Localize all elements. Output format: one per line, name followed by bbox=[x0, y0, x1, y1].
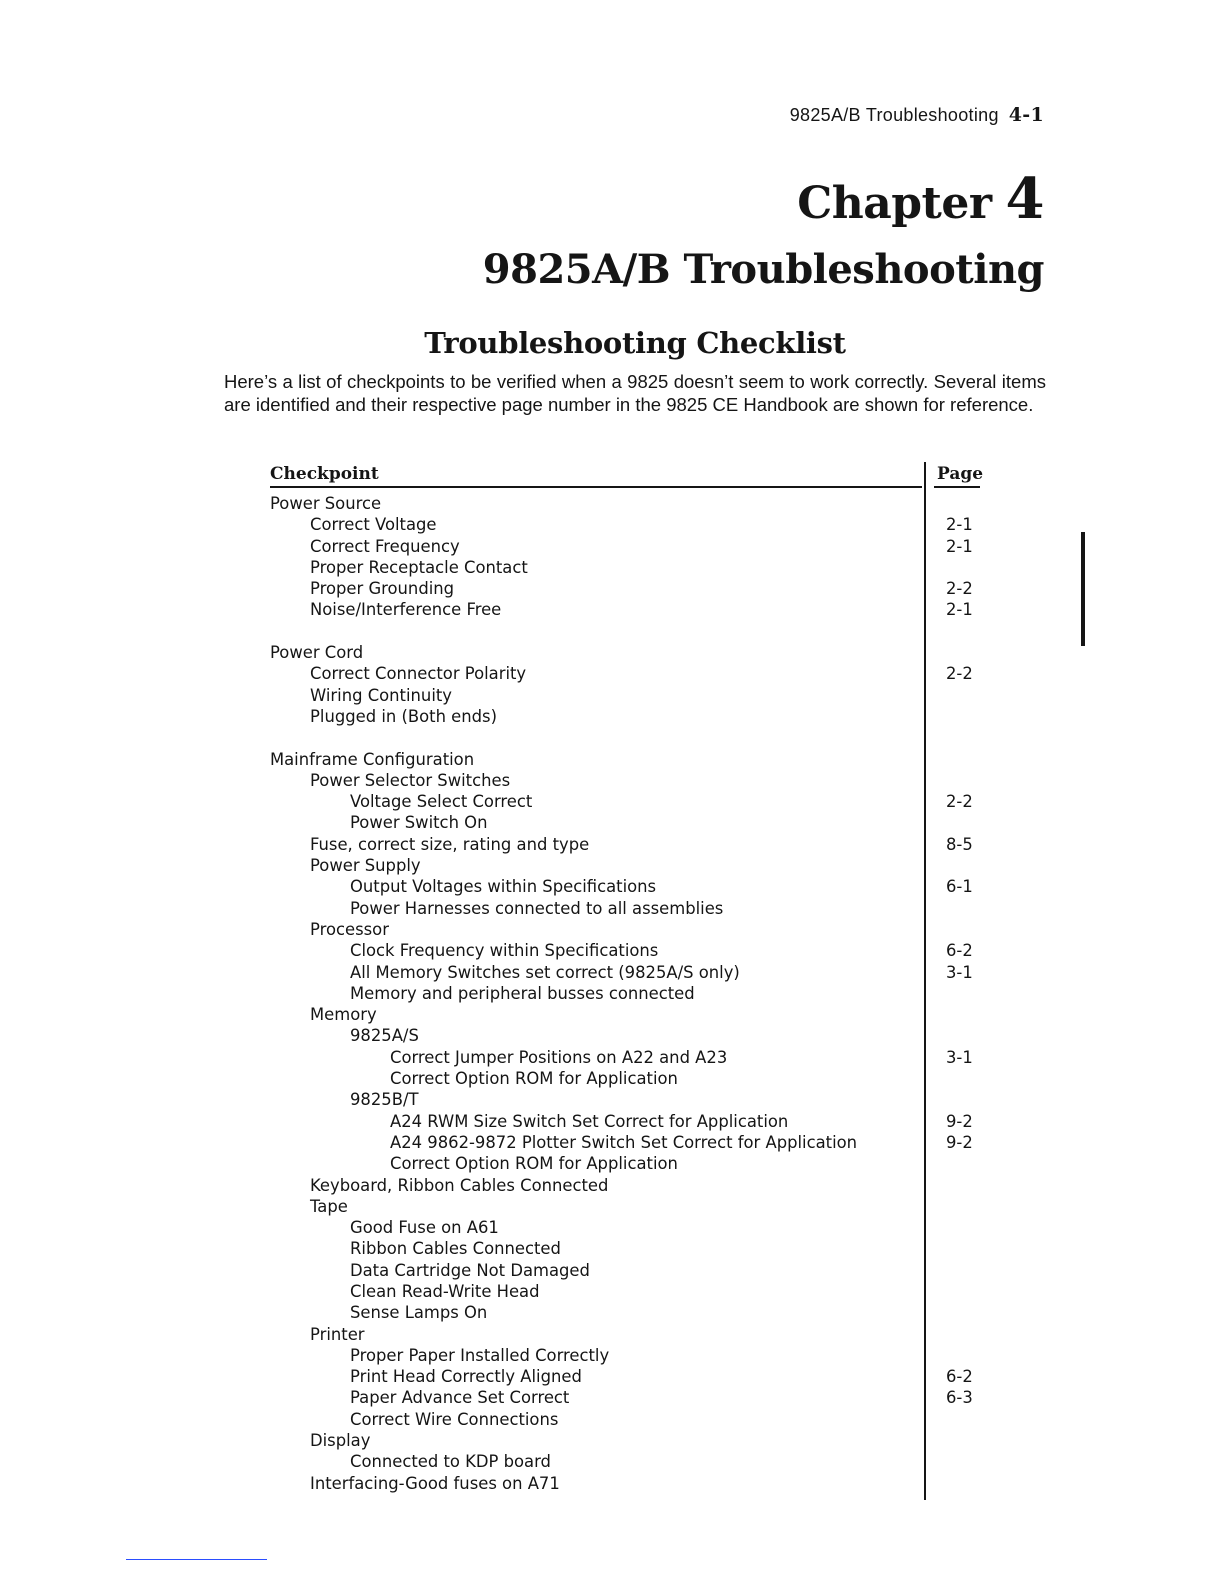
section-title: Troubleshooting Checklist bbox=[424, 326, 846, 360]
checklist-row bbox=[270, 940, 982, 961]
intro-paragraph: Here’s a list of checkpoints to be verified when a 9825 doesn’t seem to work correctly. Several items are identified and their respective page number in the 9825 CE Handbook are shown for reference. bbox=[224, 371, 1046, 415]
checklist-row bbox=[270, 1004, 982, 1025]
checklist-row bbox=[270, 812, 982, 833]
checkpoint-text: Correct Jumper Positions on A22 and A23 bbox=[390, 1047, 728, 1067]
checklist-row bbox=[270, 663, 982, 684]
checkpoint-text: Data Cartridge Not Damaged bbox=[350, 1260, 590, 1280]
running-title: 9825A/B Troubleshooting bbox=[789, 105, 999, 125]
checkpoint-text: Correct Voltage bbox=[310, 515, 437, 535]
checklist-row bbox=[270, 855, 982, 876]
row-spacer bbox=[270, 727, 982, 748]
change-bar bbox=[1081, 532, 1085, 646]
column-header-checkpoint: Checkpoint bbox=[270, 464, 379, 484]
checkpoint-text: Correct Frequency bbox=[310, 536, 460, 556]
checkpoint-text: Correct Option ROM for Application bbox=[390, 1154, 678, 1174]
checklist-row bbox=[270, 1324, 982, 1345]
checklist-row bbox=[270, 962, 982, 983]
page-ref: 3-1 bbox=[946, 962, 973, 982]
checklist-row bbox=[270, 1196, 982, 1217]
page-ref: 6-1 bbox=[946, 877, 973, 897]
checkpoint-text: Sense Lamps On bbox=[350, 1303, 488, 1323]
checkpoint-text: Output Voltages within Specifications bbox=[350, 877, 657, 897]
checkpoint-text: Correct Option ROM for Application bbox=[390, 1069, 678, 1089]
checkpoint-text: Ribbon Cables Connected bbox=[350, 1239, 561, 1259]
checkpoint-text: Clean Read-Write Head bbox=[350, 1281, 540, 1301]
checklist-row bbox=[270, 557, 982, 578]
checkpoint-text: Noise/Interference Free bbox=[310, 600, 502, 620]
checkpoint-text: A24 RWM Size Switch Set Correct for Application bbox=[390, 1111, 789, 1131]
checkpoint-text: Memory and peripheral busses connected bbox=[350, 983, 695, 1003]
checklist-row bbox=[270, 1345, 982, 1366]
checkpoint-text: Correct Wire Connections bbox=[350, 1409, 559, 1429]
checklist-row bbox=[270, 834, 982, 855]
header-rule bbox=[270, 486, 922, 488]
checkpoint-text: Proper Receptacle Contact bbox=[310, 557, 528, 577]
page-ref: 6-2 bbox=[946, 1367, 973, 1387]
page-ref: 3-1 bbox=[946, 1047, 973, 1067]
checklist-row bbox=[270, 1089, 982, 1110]
checkpoint-text: Plugged in (Both ends) bbox=[310, 706, 497, 726]
checklist-row bbox=[270, 1132, 982, 1153]
checklist-row bbox=[270, 706, 982, 727]
checklist-row bbox=[270, 919, 982, 940]
checklist-row bbox=[270, 1238, 982, 1259]
checklist-row bbox=[270, 876, 982, 897]
checkpoint-text: Print Head Correctly Aligned bbox=[350, 1367, 582, 1387]
checkpoint-text: Power Cord bbox=[270, 643, 364, 663]
chapter-title: 9825A/B Troubleshooting bbox=[482, 246, 1044, 293]
checklist-row bbox=[270, 749, 982, 770]
checklist-rows bbox=[270, 493, 982, 1494]
checkpoint-text: Proper Paper Installed Correctly bbox=[350, 1345, 610, 1365]
checklist-row bbox=[270, 770, 982, 791]
checkpoint-text: Good Fuse on A61 bbox=[350, 1218, 499, 1238]
checklist-row bbox=[270, 1387, 982, 1408]
page-ref: 9-2 bbox=[946, 1111, 973, 1131]
checklist-row bbox=[270, 1260, 982, 1281]
row-spacer bbox=[270, 621, 982, 642]
checklist-row bbox=[270, 1366, 982, 1387]
page-ref: 8-5 bbox=[946, 834, 973, 854]
running-header bbox=[790, 104, 1044, 126]
checkpoint-text: Voltage Select Correct bbox=[350, 792, 533, 812]
checklist-row bbox=[270, 493, 982, 514]
checklist-row bbox=[270, 983, 982, 1004]
checklist-table bbox=[270, 462, 982, 1494]
checklist-row bbox=[270, 791, 982, 812]
checklist-row bbox=[270, 898, 982, 919]
checklist-row bbox=[270, 599, 982, 620]
checklist-row bbox=[270, 1175, 982, 1196]
checklist-row bbox=[270, 514, 982, 535]
checkpoint-text: Display bbox=[310, 1431, 371, 1451]
page-ref: 6-3 bbox=[946, 1388, 973, 1408]
table-header bbox=[270, 462, 982, 488]
checklist-row bbox=[270, 578, 982, 599]
page-ref: 2-1 bbox=[946, 536, 973, 556]
chapter-number: 4 bbox=[1005, 166, 1044, 232]
checkpoint-text: All Memory Switches set correct (9825A/S only) bbox=[350, 962, 740, 982]
footnote-rule bbox=[126, 1559, 267, 1560]
checklist-row bbox=[270, 536, 982, 557]
checklist-row bbox=[270, 1430, 982, 1451]
chapter-word: Chapter bbox=[797, 178, 992, 229]
column-header-page: Page bbox=[937, 464, 984, 484]
checklist-row bbox=[270, 642, 982, 663]
checkpoint-text: Tape bbox=[310, 1196, 348, 1216]
checkpoint-text: 9825B/T bbox=[350, 1090, 419, 1110]
checklist-row bbox=[270, 1047, 982, 1068]
checklist-row bbox=[270, 1409, 982, 1430]
checklist-row bbox=[270, 1217, 982, 1238]
checklist-row bbox=[270, 1153, 982, 1174]
checklist-row bbox=[270, 685, 982, 706]
checkpoint-text: Power Switch On bbox=[350, 813, 488, 833]
checkpoint-text: Proper Grounding bbox=[310, 579, 455, 599]
checklist-row bbox=[270, 1068, 982, 1089]
checkpoint-text: Power Harnesses connected to all assemblies bbox=[350, 898, 724, 918]
checkpoint-text: Memory bbox=[310, 1005, 377, 1025]
checklist-row bbox=[270, 1473, 982, 1494]
checkpoint-text: Connected to KDP board bbox=[350, 1452, 551, 1472]
header-rule bbox=[934, 486, 980, 488]
page-ref: 2-2 bbox=[946, 579, 973, 599]
checklist-row bbox=[270, 1302, 982, 1323]
checkpoint-text: Power Source bbox=[270, 494, 382, 513]
checkpoint-text: Keyboard, Ribbon Cables Connected bbox=[310, 1175, 609, 1195]
page-ref: 2-1 bbox=[946, 600, 973, 620]
checklist-row bbox=[270, 1111, 982, 1132]
checkpoint-text: Interfacing-Good fuses on A71 bbox=[310, 1473, 560, 1493]
checkpoint-text: Printer bbox=[310, 1324, 365, 1344]
page-ref: 9-2 bbox=[946, 1132, 973, 1152]
chapter-label bbox=[797, 166, 1044, 232]
page-number: 4-1 bbox=[1008, 104, 1044, 126]
checkpoint-text: Clock Frequency within Specifications bbox=[350, 941, 659, 961]
checklist-row bbox=[270, 1281, 982, 1302]
checkpoint-text: Power Supply bbox=[310, 856, 421, 876]
checkpoint-text: A24 9862-9872 Plotter Switch Set Correct for Application bbox=[390, 1132, 858, 1152]
checkpoint-text: Paper Advance Set Correct bbox=[350, 1388, 570, 1408]
checklist-row bbox=[270, 1451, 982, 1472]
page-ref: 2-2 bbox=[946, 792, 973, 812]
checklist-row bbox=[270, 1025, 982, 1046]
checkpoint-text: Fuse, correct size, rating and type bbox=[310, 834, 590, 854]
page-ref: 2-1 bbox=[946, 515, 973, 535]
checkpoint-text: Correct Connector Polarity bbox=[310, 664, 527, 684]
checkpoint-text: Power Selector Switches bbox=[310, 770, 511, 790]
page-ref: 2-2 bbox=[946, 664, 973, 684]
checkpoint-text: 9825A/S bbox=[350, 1026, 419, 1046]
page-ref: 6-2 bbox=[946, 941, 973, 961]
checkpoint-text: Mainframe Configuration bbox=[270, 749, 475, 769]
checkpoint-text: Processor bbox=[310, 919, 389, 939]
checkpoint-text: Wiring Continuity bbox=[310, 685, 452, 705]
